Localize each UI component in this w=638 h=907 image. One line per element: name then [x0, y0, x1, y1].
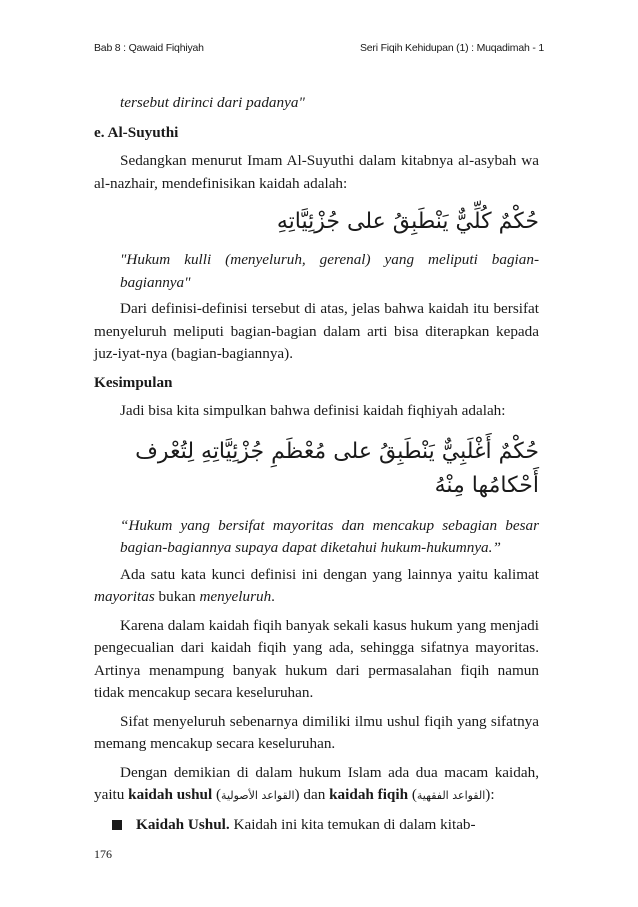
term-kaidah-ushul: kaidah ushul [128, 786, 213, 803]
bullet-item-kaidah-ushul [94, 814, 539, 837]
translation-quote-1: "Hukum kulli (menyeluruh, gerenal) yang meliputi bagian-bagiannya" [120, 251, 539, 291]
keyword-mayoritas: mayoritas [94, 588, 155, 605]
arabic-term-ushul: القواعد الأصولية [221, 789, 295, 802]
paragraph-exceptions: Karena dalam kaidah fiqih banyak sekali kasus hukum yang menjadi pengecualian dari kaidah fiqih yang ada, sehingga sifatnya mayoritas. Artinya menampung banyak hukum dari permasalahan fiqih namun tidak mencakup secara keseluruhan. [94, 616, 539, 701]
paren-close-2: ): [485, 786, 495, 803]
paren-close-1: ) [294, 786, 300, 803]
section-heading-kesimpulan: Kesimpulan [94, 373, 173, 391]
arabic-definition-1: حُكْمٌ كُلِّيٌّ يَنْطَبِقُ على جُزْئِيَّاتِهِ [276, 209, 539, 234]
page-number: 176 [94, 847, 112, 861]
paragraph-ushul-fiqih: Sifat menyeluruh sebenarnya dimiliki ilmu ushul fiqih yang sifatnya memang mencakup secara keseluruhan. [94, 712, 539, 752]
continued-quote: tersebut dirinci dari padanya" [120, 94, 305, 111]
paren-open-2: ( [408, 786, 417, 803]
header-series-title: Seri Fiqih Kehidupan (1) : Muqadimah - 1 [359, 42, 544, 54]
paren-open-1: ( [212, 786, 222, 803]
paragraph-conclusion: Jadi bisa kita simpulkan bahwa definisi kaidah fiqhiyah adalah: [120, 402, 506, 419]
bullet-bold-label: Kaidah Ushul. [136, 815, 230, 833]
two-kinds-text-mid: dan [299, 786, 330, 803]
keyword-menyeluruh: menyeluruh [199, 588, 272, 605]
header-chapter-title: Bab 8 : Qawaid Fiqhiyah [94, 42, 204, 54]
term-kaidah-fiqih: kaidah fiqih [329, 786, 409, 803]
section-heading-al-suyuthi: e. Al-Suyuthi [94, 123, 179, 141]
paragraph-definitions-summary: Dari definisi-definisi tersebut di atas, jelas bahwa kaidah itu bersifat menyeluruh meliputi bagian-bagian dalam arti bisa diterapkan kepada juz-iyat-nya (bagian-bagiannya). [94, 300, 539, 362]
keyword-text-after: . [271, 588, 275, 605]
bullet-square-icon [112, 820, 122, 830]
arabic-term-fiqih: القواعد الفقهية [416, 789, 486, 802]
keyword-text-before: Ada satu kata kunci definisi ini dengan yang lainnya yaitu kalimat [120, 565, 539, 583]
keyword-text-mid: bukan [154, 588, 200, 605]
page-body [94, 92, 539, 836]
paragraph-suyuthi-definition: Sedangkan menurut Imam Al-Suyuthi dalam kitabnya al-asybah wa al-nazhair, mendefinisikan kaidah adalah: [94, 152, 539, 192]
paragraph-two-kinds [94, 762, 539, 808]
arabic-definition-2: حُكْمٌ أَغْلَبِيٌّ يَنْطَبِقُ على مُعْظَمِ جُزْئِيَّاتِهِ لِتُعْرف أَحْكامُها مِنْهُ [135, 438, 539, 498]
paragraph-keyword [94, 564, 539, 609]
translation-quote-2: “Hukum yang bersifat mayoritas dan mencakup sebagian besar bagian-bagiannya supaya dapat diketahui hukum-hukumnya.” [120, 516, 539, 556]
bullet-text [136, 814, 539, 837]
two-kinds-text-before: Dengan demikian di dalam hukum Islam ada dua macam kaidah, yaitu [94, 763, 539, 803]
bullet-rest: Kaidah ini kita temukan di dalam kitab- [229, 815, 476, 833]
running-header [94, 42, 544, 62]
